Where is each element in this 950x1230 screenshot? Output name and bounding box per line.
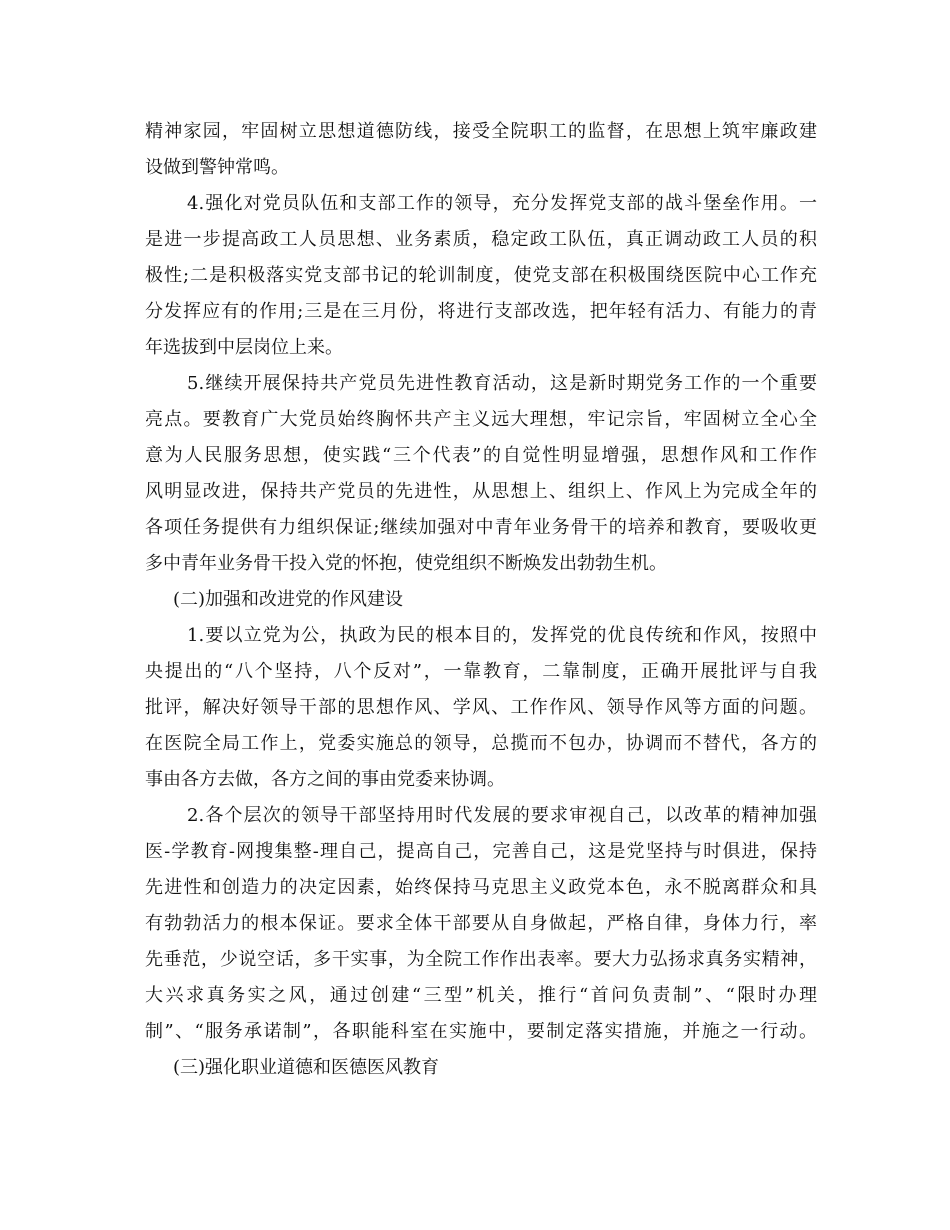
paragraph-line: 先垂范，少说空话，多干实事，为全院工作作出表率。要大力弘扬求真务实精神， xyxy=(145,949,817,970)
paragraph-line: 亮点。要教育广大党员始终胸怀共产主义远大理想，牢记宗旨，牢固树立全心全 xyxy=(145,409,817,430)
paragraph-line: 有勃勃活力的根本保证。要求全体干部要从自身做起，严格自律，身体力行，率 xyxy=(145,913,817,934)
paragraph-line: 大兴求真务实之风，通过创建“三型”机关，推行“首问负责制”、“限时办理 xyxy=(145,985,817,1006)
paragraph-line: 多中青年业务骨干投入党的怀抱，使党组织不断焕发出勃勃生机。 xyxy=(145,553,667,574)
paragraph-line: 批评，解决好领导干部的思想作风、学风、工作作风、领导作风等方面的问题。 xyxy=(145,697,817,718)
paragraph-line: 极性;二是积极落实党支部书记的轮训制度，使党支部在积极围绕医院中心工作充 xyxy=(145,265,817,286)
section-heading: (二)加强和改进党的作风建设 xyxy=(173,589,404,610)
paragraph-line: 意为人民服务思想，使实践“三个代表”的自觉性明显增强，思想作风和工作作 xyxy=(145,445,817,466)
paragraph-line: 分发挥应有的作用;三是在三月份，将进行支部改选，把年轻有活力、有能力的青 xyxy=(145,301,817,322)
paragraph-line: 各项任务提供有力组织保证;继续加强对中青年业务骨干的培养和教育，要吸收更 xyxy=(145,517,817,538)
section-heading: (三)强化职业道德和医德医风教育 xyxy=(173,1057,440,1078)
paragraph-line: 先进性和创造力的决定因素，始终保持马克思主义政党本色，永不脱离群众和具 xyxy=(145,877,817,898)
paragraph-line: 5.继续开展保持共产党员先进性教育活动，这是新时期党务工作的一个重要 xyxy=(187,373,817,394)
paragraph-line: 风明显改进，保持共产党员的先进性，从思想上、组织上、作风上为完成全年的 xyxy=(145,481,817,502)
paragraph-line: 医-学教育-网搜集整-理自己，提高自己，完善自己，这是党坚持与时俱进，保持 xyxy=(145,841,817,862)
paragraph-line: 年选拔到中层岗位上来。 xyxy=(145,337,343,358)
paragraph-line: 设做到警钟常鸣。 xyxy=(145,157,289,178)
paragraph-line: 在医院全局工作上，党委实施总的领导，总揽而不包办，协调而不替代，各方的 xyxy=(145,733,817,754)
paragraph-line: 4.强化对党员队伍和支部工作的领导，充分发挥党支部的战斗堡垒作用。一 xyxy=(187,193,817,214)
paragraph-line: 事由各方去做，各方之间的事由党委来协调。 xyxy=(145,769,505,790)
paragraph-line: 央提出的“八个坚持，八个反对”，一靠教育，二靠制度，正确开展批评与自我 xyxy=(145,661,817,682)
paragraph-line: 1.要以立党为公，执政为民的根本目的，发挥党的优良传统和作风，按照中 xyxy=(187,625,817,646)
paragraph-line: 精神家园，牢固树立思想道德防线，接受全院职工的监督，在思想上筑牢廉政建 xyxy=(145,121,817,142)
paragraph-line: 制”、“服务承诺制”，各职能科室在实施中，要制定落实措施，并施之一行动。 xyxy=(145,1021,817,1042)
paragraph-line: 2.各个层次的领导干部坚持用时代发展的要求审视自己，以改革的精神加强 xyxy=(187,805,817,826)
paragraph-line: 是进一步提高政工人员思想、业务素质，稳定政工队伍，真正调动政工人员的积 xyxy=(145,229,817,250)
